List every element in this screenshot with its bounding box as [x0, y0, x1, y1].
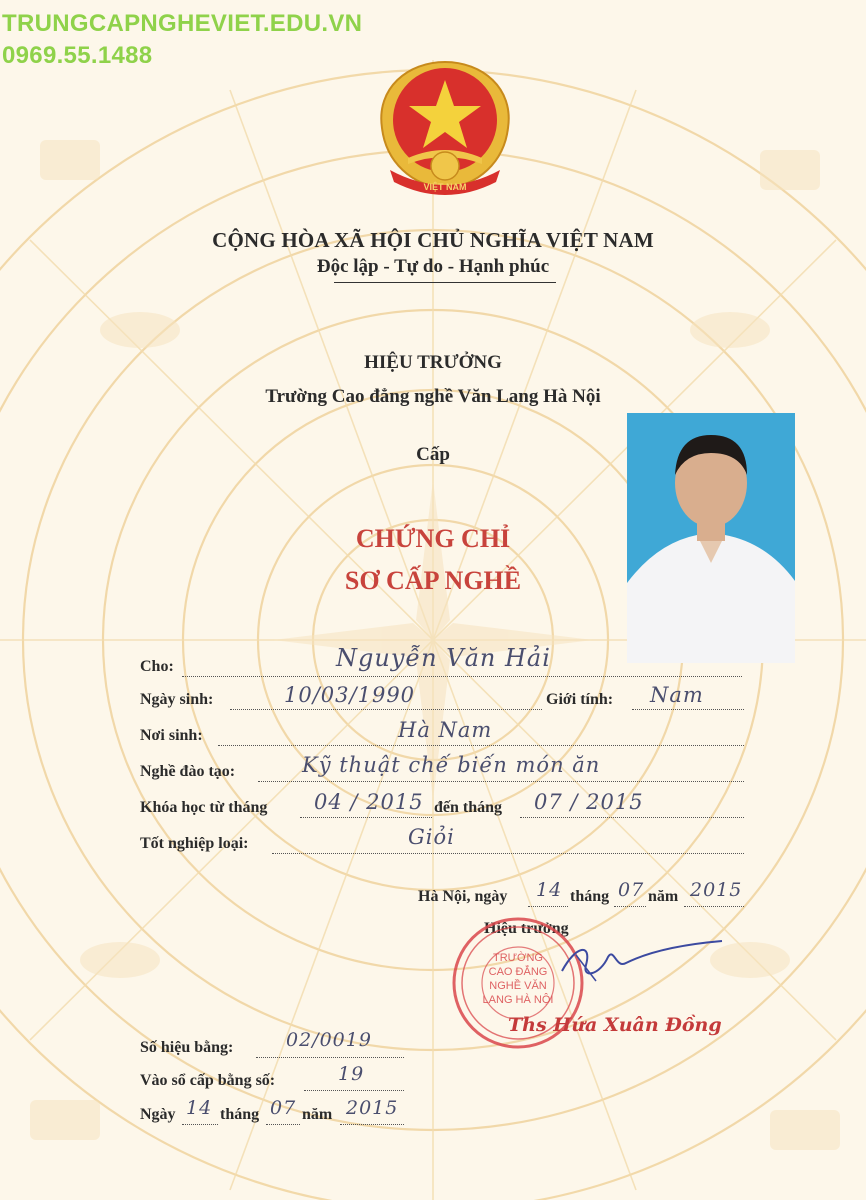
portrait-photo: [627, 413, 795, 663]
registry-day: 14: [186, 1097, 213, 1119]
certificate-title: CHỨNG CHỈ: [355, 524, 511, 553]
trade-label: Nghề đào tạo:: [140, 763, 236, 780]
registry-date-label: Ngày: [140, 1106, 176, 1123]
grade-value: Giỏi: [408, 825, 455, 849]
serial-label: Số hiệu bằng:: [140, 1039, 234, 1056]
watermark-phone: 0969.55.1488: [2, 42, 153, 69]
birthplace-label: Nơi sinh:: [140, 727, 203, 744]
national-emblem-icon: [368, 58, 522, 204]
recipient-label: Cho:: [140, 658, 174, 675]
motto-underline: [334, 282, 556, 283]
course-from-value: 04 / 2015: [314, 790, 424, 814]
dob-value: 10/03/1990: [284, 683, 416, 707]
issuer-title: HIỆU TRƯỞNG: [364, 352, 502, 373]
birthplace-value: Hà Nam: [398, 718, 493, 742]
course-to-label: đến tháng: [434, 799, 503, 816]
issue-month-label: tháng: [570, 888, 610, 905]
seal-text: TRƯỜNG CAO ĐẲNG NGHỀ VĂN LANG HÀ NỘI: [482, 952, 554, 1006]
person-silhouette-icon: [627, 413, 795, 663]
gender-value: Nam: [650, 683, 704, 707]
book-value: 19: [338, 1063, 365, 1085]
recipient-name: Nguyễn Văn Hải: [336, 644, 551, 672]
serial-value: 02/0019: [286, 1029, 372, 1051]
course-to-value: 07 / 2015: [534, 790, 644, 814]
issue-year-label: năm: [648, 888, 679, 905]
registry-year: 2015: [346, 1097, 399, 1119]
book-label: Vào sổ cấp bằng số:: [140, 1072, 276, 1089]
gender-label: Giới tính:: [546, 691, 614, 708]
signer-title: Hiệu trưởng: [484, 920, 569, 937]
signer-name: Ths Hứa Xuân Đồng: [508, 1014, 722, 1036]
national-motto: Độc lập - Tự do - Hạnh phúc: [316, 256, 550, 277]
registry-month: 07: [270, 1097, 297, 1119]
issue-place-label: Hà Nội, ngày: [418, 888, 508, 905]
grade-dotted-line: [272, 835, 744, 854]
svg-text:VIỆT NAM: VIỆT NAM: [423, 182, 467, 192]
nation-heading: CỘNG HÒA XÃ HỘI CHỦ NGHĨA VIỆT NAM: [212, 228, 654, 252]
dob-label: Ngày sinh:: [140, 691, 214, 708]
grade-label: Tốt nghiệp loại:: [140, 835, 249, 852]
watermark-site: TRUNGCAPNGHEVIET.EDU.VN: [2, 10, 363, 37]
course-from-label: Khóa học từ tháng: [140, 799, 268, 816]
issue-month: 07: [618, 879, 645, 901]
grants-word: Cấp: [416, 444, 450, 465]
registry-month-label: tháng: [220, 1106, 260, 1123]
certificate-subtitle: SƠ CẤP NGHỀ: [344, 566, 522, 595]
registry-year-label: năm: [302, 1106, 333, 1123]
issue-day: 14: [536, 879, 563, 901]
trade-value: Kỹ thuật chế biến món ăn: [302, 753, 601, 777]
signature-mark-icon: [556, 935, 726, 985]
school-name: Trường Cao đẳng nghề Văn Lang Hà Nội: [265, 386, 601, 407]
issue-year: 2015: [690, 879, 743, 901]
